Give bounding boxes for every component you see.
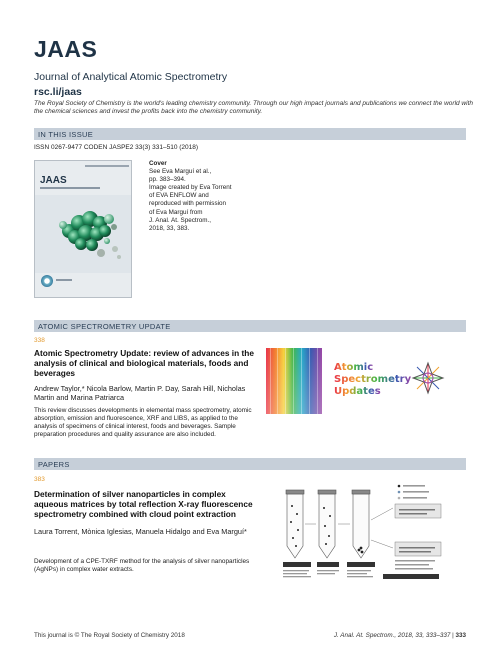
journal-full-name: Journal of Analytical Atomic Spectrometry (34, 71, 228, 83)
article-page-number: 338 (34, 337, 45, 344)
section-title: ATOMIC SPECTROMETRY UPDATE (38, 321, 171, 331)
journal-link[interactable]: rsc.li/jaas (34, 86, 82, 98)
scheme-arrows (305, 508, 393, 548)
footer-page-number: 333 (455, 632, 466, 639)
cover-line: See Eva Marguí et al., (149, 168, 212, 176)
cover-caption (149, 160, 269, 233)
article-title[interactable]: Determination of silver nanoparticles in complex aqueous matrices by total reflection X-ray fluorescence spectrometry combined with cloud point extraction (34, 489, 253, 519)
footer-copyright: This journal is © The Royal Society of Chemistry 2018 (34, 632, 185, 639)
issn-line: ISSN 0267-9477 CODEN JASPE2 33(3) 331–510 (2018) (34, 144, 199, 151)
rsc-logo-icon (41, 275, 53, 287)
article-authors: Laura Torrent, Mònica Iglesias, Manuela Hidalgo and Eva Marguí* (34, 527, 247, 536)
journal-title: JAAS (34, 36, 98, 62)
section-bar-in-this-issue (34, 128, 466, 140)
section-bar-papers (34, 458, 466, 470)
footer-citation (334, 632, 466, 639)
scheme-legend (398, 485, 429, 500)
intro-text: The Royal Society of Chemistry is the world's leading chemistry community. Through our high impact journals and publications we connect the world with the chemical sciences and invest the profits back into the chemistry community. (34, 100, 473, 116)
spectrum-stripes (266, 348, 322, 414)
starburst-icon (413, 363, 443, 393)
cover-line: of Eva Marguí from (149, 208, 203, 216)
footer-separator: | (452, 632, 456, 639)
section-title: PAPERS (38, 459, 70, 469)
scheme-boxes (395, 504, 441, 570)
cover-line: Image created by Eva Torrent (149, 184, 232, 192)
footer-citation-text: J. Anal. At. Spectrom., 2018, 33, 333–337 (333, 632, 451, 639)
graphic-word: Spectrometry (334, 374, 412, 385)
cover-heading: Cover (149, 160, 167, 167)
atomic-update-graphic (266, 348, 464, 414)
article-abstract: Development of a CPE-TXRF method for the analysis of silver nanoparticles (AgNPs) in complex water extracts. (34, 558, 250, 574)
cover-image[interactable] (34, 160, 132, 298)
article-title[interactable]: Atomic Spectrometry Update: review of advances in the analysis of clinical and biological materials, foods and beverages (34, 348, 254, 378)
centrifuge-tubes (286, 490, 370, 558)
cover-line: J. Anal. At. Spectrom., (149, 216, 211, 224)
cover-line: of EVA ENFLOW and (149, 192, 209, 200)
cover-line: 2018, 33, 383. (149, 224, 190, 232)
section-title: IN THIS ISSUE (38, 129, 94, 139)
graphic-word: Atomic (334, 362, 374, 373)
section-bar-atomic-update (34, 320, 466, 332)
article-abstract: This review discusses developments in elemental mass spectrometry, atomic absorption, emission and fluorescence, XRF and LIBS, as applied to the analysis of specimens of clinical interest, foods and beverages. Sample preparation procedures and quality assurance are also included. (34, 407, 252, 439)
cover-line: reproduced with permission (149, 200, 226, 208)
graphic-word: Updates (334, 386, 381, 397)
cpe-txrf-scheme-graphic (283, 480, 483, 592)
cover-line: pp. 383–394. (149, 176, 186, 184)
article-page-number: 383 (34, 476, 45, 483)
cover-journal-title: JAAS (40, 175, 67, 186)
article-authors: Andrew Taylor,* Nicola Barlow, Martin P. Day, Sarah Hill, Nicholas Martin and Marina Patriarca (34, 384, 246, 402)
cover-publisher-rule (56, 279, 72, 281)
